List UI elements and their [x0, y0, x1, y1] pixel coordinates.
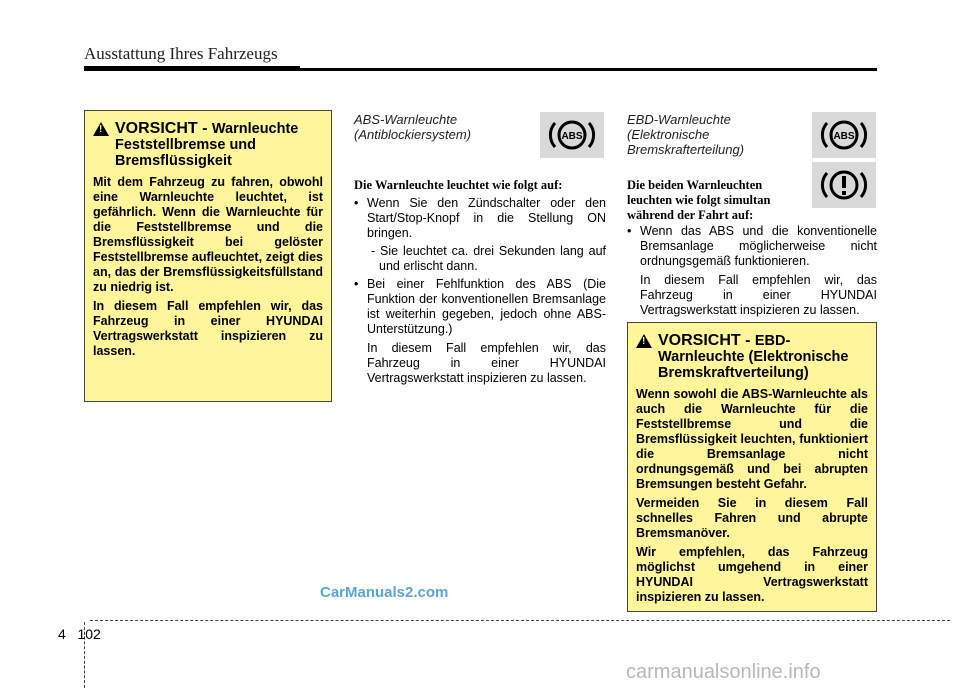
warning-triangle-icon: [636, 334, 652, 348]
header-tab: [84, 66, 300, 71]
caution-paragraph: Wir empfehlen, das Fahrzeug möglichst umgehend in einer HYUNDAI Vertragswerkstatt inspizieren zu lassen.: [636, 545, 868, 604]
list-item: [354, 277, 606, 386]
abs-title: ABS-Warnleuchte: [354, 112, 458, 127]
abs-bullet-2-cont: In diesem Fall empfehlen wir, das Fahrzeug in einer HYUNDAI Vertragswerkstatt inspizieren zu lassen.: [367, 341, 606, 385]
ebd-bullet-1-cont: In diesem Fall empfehlen wir, das Fahrzeug in einer HYUNDAI Vertragswerkstatt inspizieren zu lassen.: [640, 273, 877, 317]
ebd-title: EBD-Warnleuchte: [627, 112, 731, 127]
caution-label: VORSICHT -: [658, 332, 755, 349]
page-header-title: Ausstattung Ihres Fahrzeugs: [84, 44, 278, 63]
list-item: [627, 224, 877, 318]
caution-heading: [636, 333, 868, 381]
abs-icon-text: ABS: [561, 131, 583, 142]
abs-bullet-1-sub: - Sie leuchtet ca. drei Sekunden lang auf und erlischt dann.: [371, 244, 606, 273]
abs-subtitle: (Antiblockiersystem): [354, 127, 472, 142]
chapter-number: 4: [58, 626, 66, 642]
caution-box-parking-brake: [84, 110, 332, 402]
watermark-link[interactable]: CarManuals2.com: [320, 584, 449, 601]
bullet-dot: •: [354, 277, 359, 291]
ebd-abs-lamp-box: [812, 112, 876, 158]
page-number: [58, 626, 101, 642]
caution-heading-text: Warnleuchte (Elektronische Bremskraftverteilung): [658, 349, 849, 381]
ebd-subtitle-1: (Elektronische: [627, 127, 710, 142]
ebd-bullet-list: [627, 224, 877, 321]
caution-paragraph: Wenn sowohl die ABS-Warnleuchte als auch die Warnleuchte für die Feststellbremse und die Bremsflüssigkeit leuchten, funktioniert die Bremsanlage nicht ordnungsgemäß und bei abrupten Bremsungen besteht Gefahr.: [636, 387, 868, 491]
footer-rule: [90, 620, 950, 621]
caution-heading-small: EBD-: [754, 333, 791, 349]
caution-paragraph: Mit dem Fahrzeug zu fahren, obwohl eine Warnleuchte leuchtet, ist gefährlich. Wenn die Warnleuchte für die Feststellbremse und die Bremsflüssigkeit bei gelöster Feststellbremse aufleuchtet, zeigt dies an, das der Bremsflüssigkeitsfüllstand zu niedrig ist.: [93, 175, 323, 294]
abs-bullet-1: Wenn Sie den Zündschalter oder den Start/Stop-Knopf in die Stellung ON bringen.: [367, 196, 606, 240]
caution-paragraph: In diesem Fall empfehlen wir, das Fahrzeug in einer HYUNDAI Vertragswerkstatt inspizieren zu lassen.: [93, 299, 323, 358]
caution-label: VORSICHT -: [115, 120, 212, 137]
ebd-lead: Die beiden Warnleuchten leuchten wie folgt simultan während der Fahrt auf:: [627, 178, 771, 222]
abs-warning-icon: [546, 115, 598, 155]
caution-box-ebd: [627, 322, 877, 612]
caution-heading: [93, 121, 323, 169]
abs-lead: Die Warnleuchte leuchtet wie folgt auf:: [354, 178, 563, 192]
brake-warning-icon: [818, 165, 870, 205]
warning-triangle-icon: [93, 122, 109, 136]
abs-section-title: [354, 112, 534, 142]
bullet-dot: •: [354, 196, 359, 210]
ebd-bullet-1: Wenn das ABS und die konventionelle Bremsanlage möglicherweise nicht ordnungsgemäß funktionieren.: [640, 224, 877, 268]
abs-bullet-2: Bei einer Fehlfunktion des ABS (Die Funktion der konventionellen Bremsanlage ist weiterhin gegeben, jedoch ohne ABS-Unterstützung.): [367, 277, 606, 336]
abs-lamp-box: [540, 112, 604, 158]
caution-paragraph: Vermeiden Sie in diesem Fall schnelles Fahren und abrupte Bremsmanöver.: [636, 496, 868, 540]
bullet-dot: •: [627, 224, 632, 238]
caution-heading-text: Warnleuchte Feststellbremse und Bremsflüssigkeit: [115, 121, 299, 169]
list-item: [354, 196, 606, 274]
ebd-section-title: [627, 112, 797, 157]
abs-bullet-list: [354, 196, 606, 389]
abs-warning-icon: [818, 115, 870, 155]
page-number-value: 102: [77, 626, 101, 642]
ebd-brake-lamp-box: [812, 162, 876, 208]
abs-icon-text: ABS: [833, 131, 855, 142]
ebd-subtitle-2: Bremskrafterteilung): [627, 142, 745, 157]
footer-site-mark: carmanualsonline.info: [626, 661, 821, 683]
